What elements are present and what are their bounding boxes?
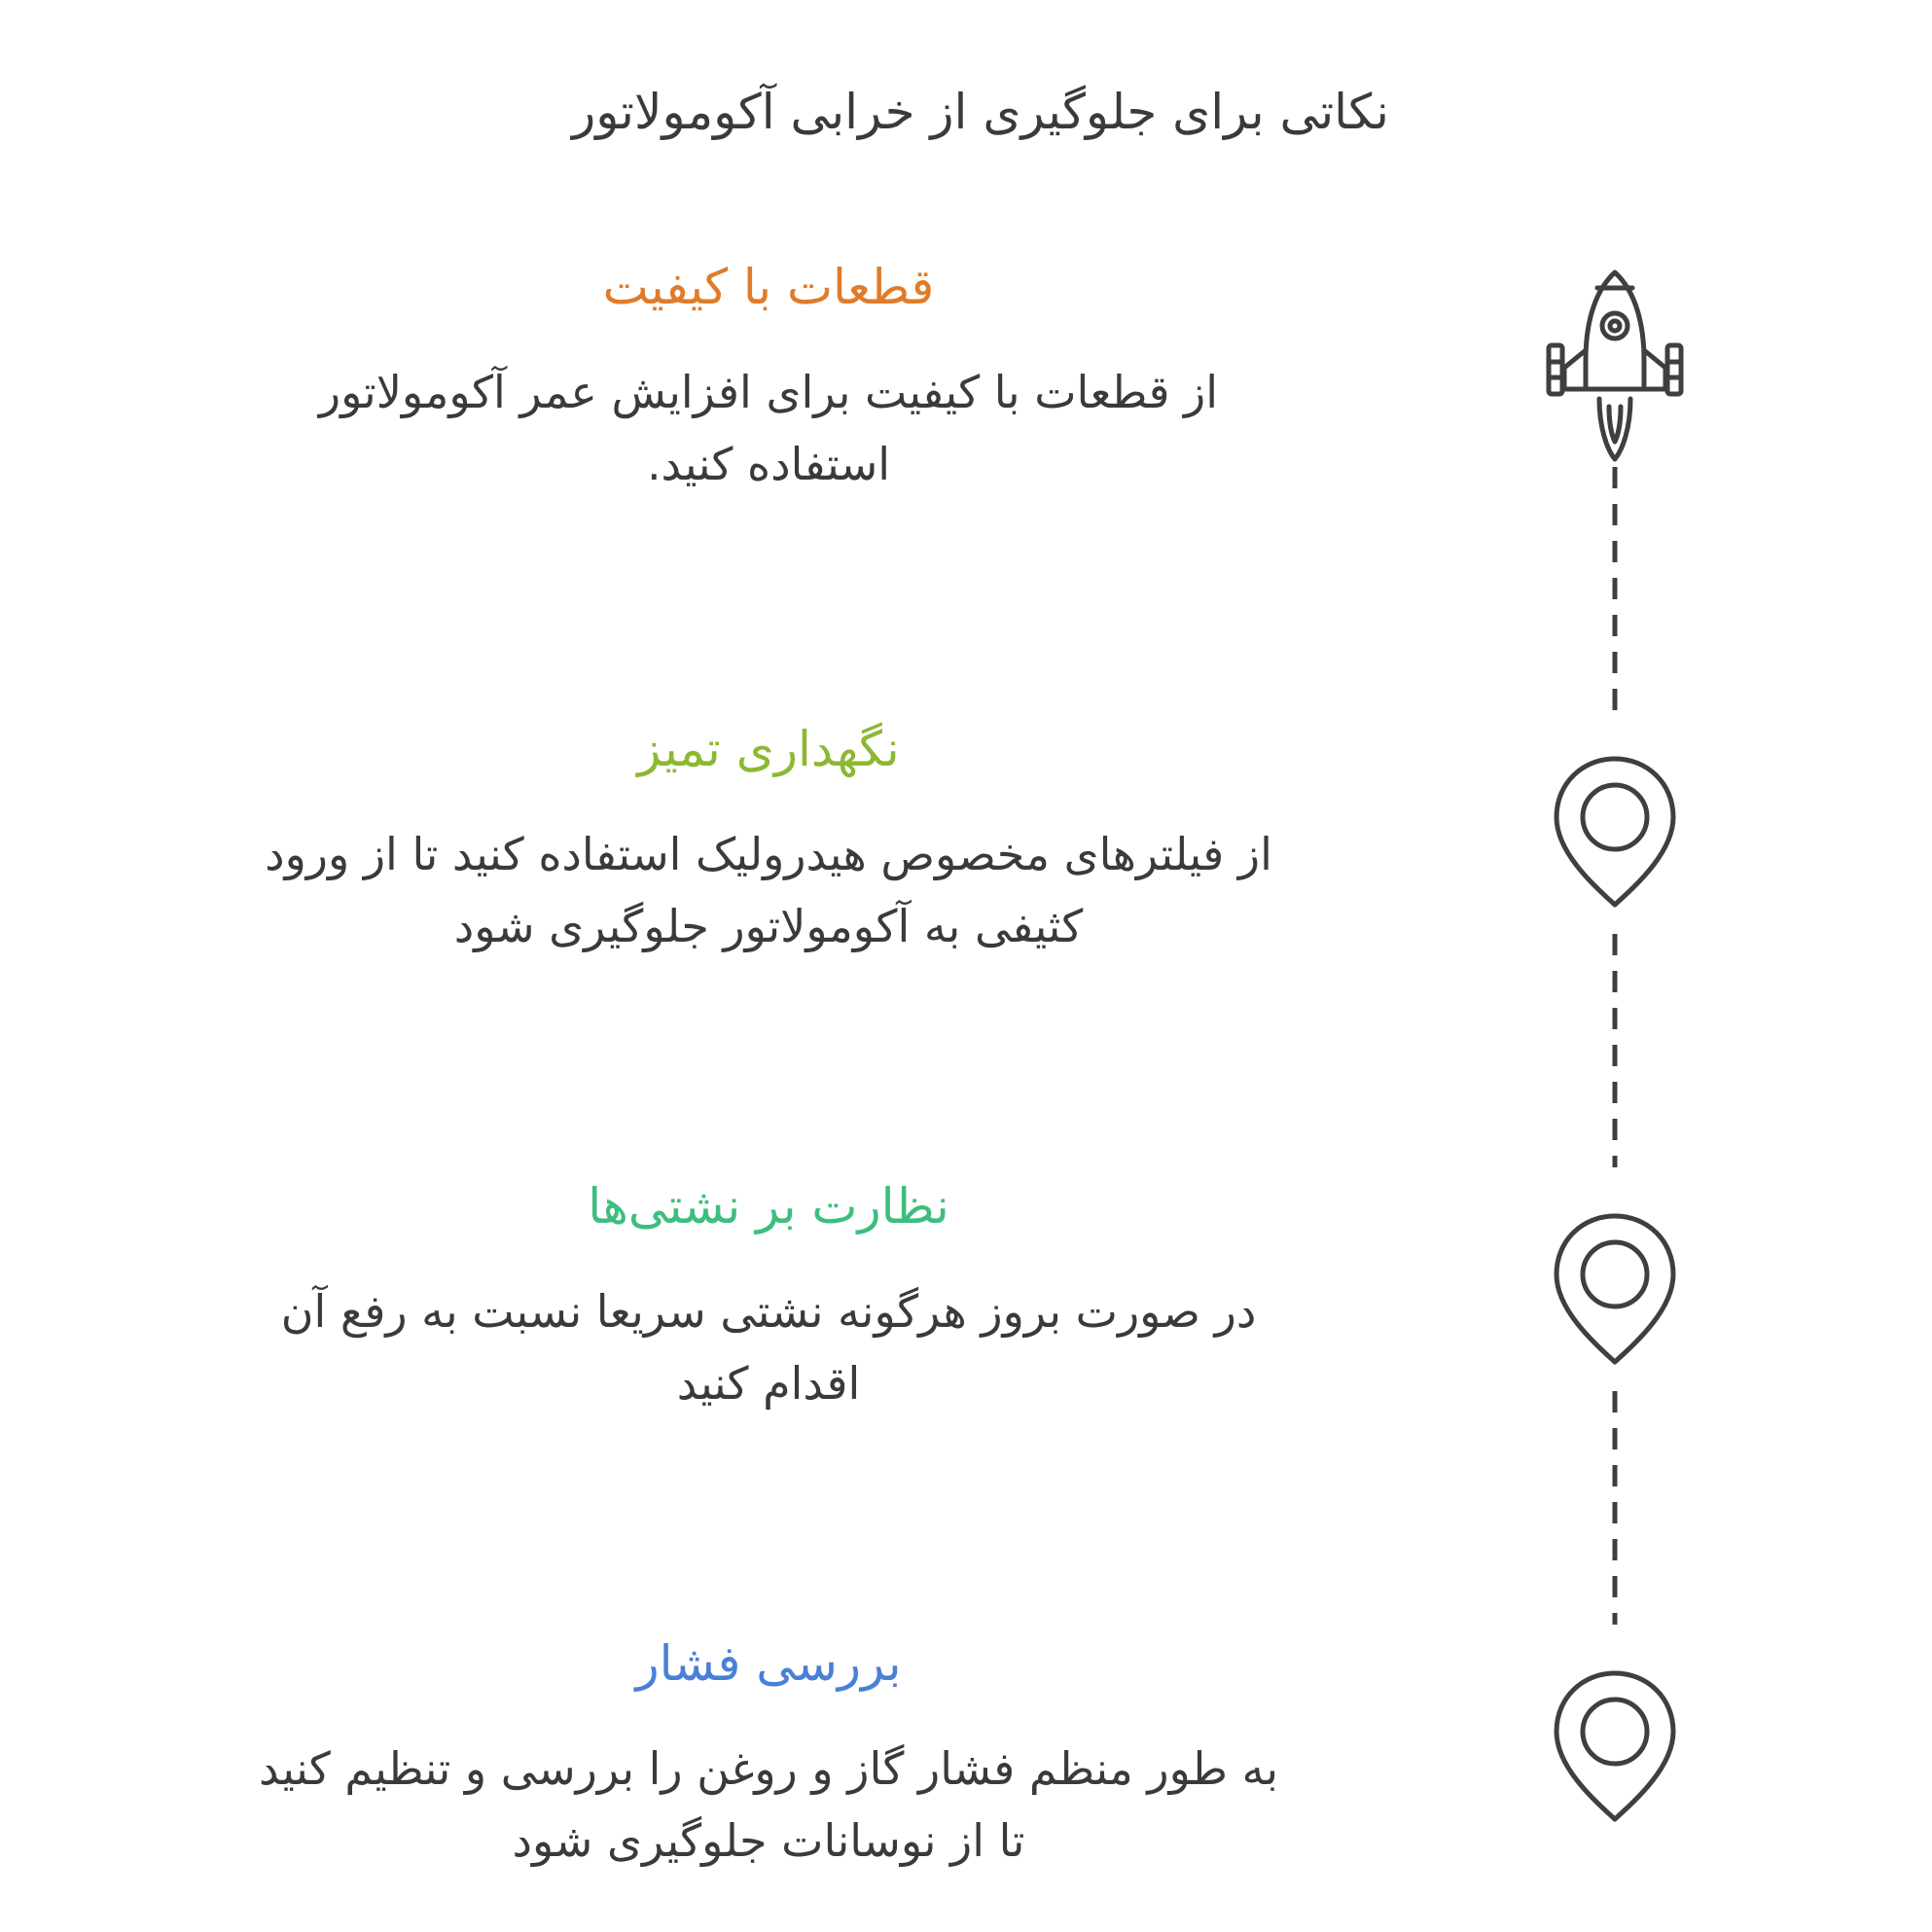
rocket-icon bbox=[1549, 272, 1681, 459]
step-heading: قطعات با کیفیت bbox=[602, 259, 935, 315]
page-title: نکاتی برای جلوگیری از خرابی آکومولاتور bbox=[572, 84, 1389, 140]
map-pin-icon bbox=[1556, 1216, 1673, 1362]
step-clean-maintenance bbox=[233, 715, 1304, 962]
step-heading: بررسی فشار bbox=[635, 1635, 902, 1692]
step-quality-parts bbox=[233, 253, 1304, 500]
step-leak-monitoring bbox=[233, 1172, 1304, 1419]
step-description: از فیلترهای مخصوص هیدرولیک استفاده کنید تا از ورود کثیفی به آکومولاتور جلوگیری شود bbox=[265, 828, 1272, 952]
step-heading: نگهداری تمیز bbox=[637, 721, 900, 777]
step-description: در صورت بروز هرگونه نشتی سریعا نسبت به رفع آن اقدام کنید bbox=[280, 1285, 1257, 1410]
step-heading: نظارت بر نشتی‌ها bbox=[588, 1178, 949, 1234]
step-description: از قطعات با کیفیت برای افزایش عمر آکومولاتور استفاده کنید. bbox=[318, 366, 1219, 490]
step-pressure-check bbox=[233, 1629, 1304, 1877]
timeline bbox=[1518, 253, 1712, 1848]
map-pin-icon bbox=[1556, 759, 1673, 905]
step-description: به طور منظم فشار گاز و روغن را بررسی و تنظیم کنید تا از نوسانات جلوگیری شود bbox=[258, 1742, 1279, 1867]
map-pin-icon bbox=[1556, 1673, 1673, 1819]
